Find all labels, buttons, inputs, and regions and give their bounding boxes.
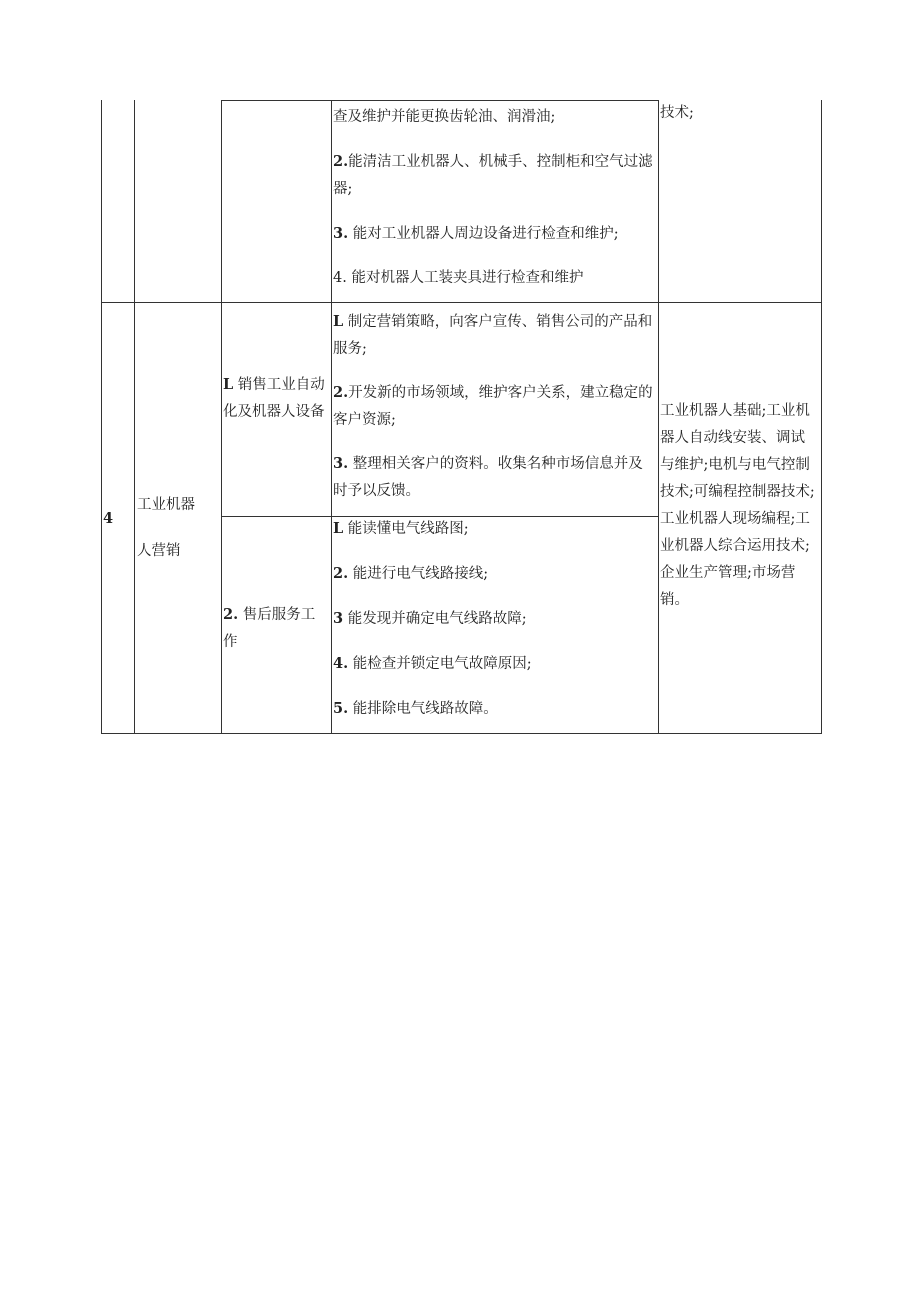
duty-item: 2.能清洁工业机器人、机械手、控制柜和空气过滤器; [333,153,653,197]
position-line: 工业机器 [137,497,195,513]
position-cell [137,482,220,574]
position-line: 人营销 [137,543,181,559]
col-divider-4 [658,100,659,734]
task-name-cell: L 销售工业自动化及机器人设备 [223,376,325,420]
top-border-partial [221,100,659,101]
duty-item: L 能读懂电气线路图; [333,520,469,537]
task-duties-cell [333,515,657,731]
duty-item: 2.开发新的市场领域，维护客户关系，建立稳定的客户资源; [333,384,653,428]
duty-item: 查及维护并能更换齿轮油、润滑油; [333,109,556,125]
task-name-cell: 2. 售后服务工作 [223,606,316,650]
duty-item: 3 能发现并确定电气线路故障; [333,610,527,627]
duty-item: 5. 能排除电气线路故障。 [333,700,498,717]
col-divider-1 [134,100,135,734]
col-divider-2 [221,100,222,734]
table-border-left [101,100,102,734]
duty-item: 4. 能检查并锁定电气故障原因; [333,655,532,672]
duty-item: 3. 能对工业机器人周边设备进行检查和维护; [333,225,619,242]
row-divider-top [101,302,822,303]
duty-item: 3. 整理相关客户的资料。收集名种市场信息并及时予以反馈。 [333,455,643,499]
duty-item: 2. 能进行电气线路接线; [333,565,489,582]
duty-item: L 制定营销策略，向客户宣传、销售公司的产品和服务; [333,313,653,357]
duty-item-cut-off: 4. 能对机器人工装夹具进行检查和维护 [333,270,584,286]
table-border-right [821,100,822,734]
row-number: 4 [103,510,114,527]
table-border-bottom [101,733,822,734]
courses-cell: 工业机器人基础;工业机器人自动线安装、调试与维护;电机与电气控制技术;可编程控制器技术;工业机器人现场编程;工业机器人综合运用技术;企业生产管理;市场营销。 [660,403,815,608]
col-divider-3 [331,100,332,734]
continued-courses-cell: 技术; [660,105,694,121]
task-duties-cell [333,308,657,514]
continued-duties-cell [333,104,656,301]
